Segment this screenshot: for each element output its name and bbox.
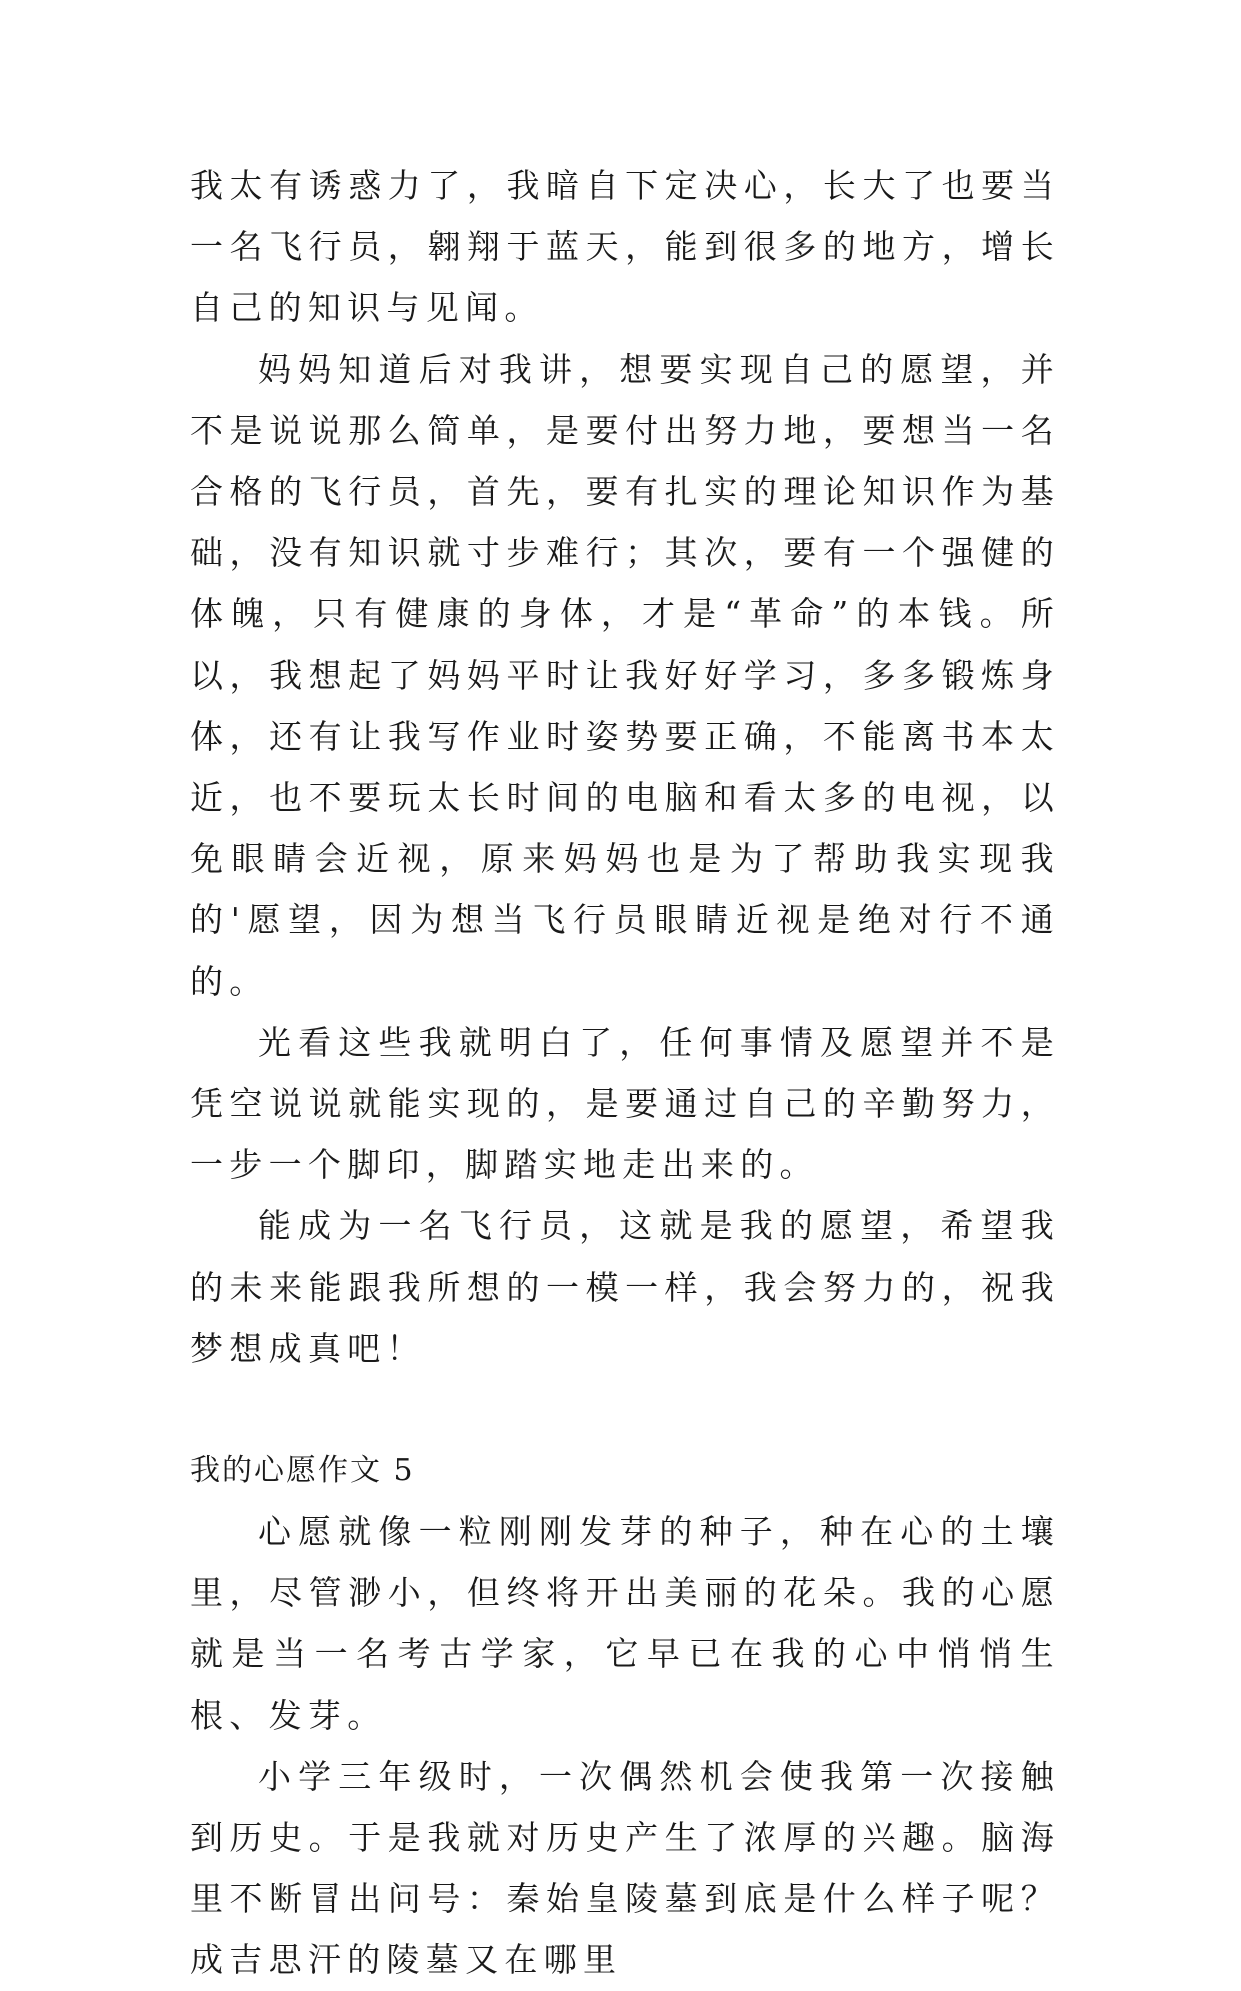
paragraph: 心愿就像一粒刚刚发芽的种子，种在心的土壤里，尽管渺小，但终将开出美丽的花朵。我的心愿就是当一名考古学家，它早已在我的心中悄悄生根、发芽。 xyxy=(190,1512,1060,1735)
section-title: 我的心愿作文 5 xyxy=(190,1453,415,1489)
document-page xyxy=(190,155,1060,1991)
paragraph: 妈妈知道后对我讲，想要实现自己的愿望，并不是说说那么简单，是要付出努力地，要想当一名合格的飞行员，首先，要有扎实的理论知识作为基础，没有知识就寸步难行；其次，要有一个强健的体魄，只有健康的身体，才是“革命”的本钱。所以，我想起了妈妈平时让我好好学习，多多锻炼身体，还有让我写作业时姿势要正确，不能离书本太近，也不要玩太长时间的电脑和看太多的电视，以免眼睛会近视，原来妈妈也是为了帮助我实现我的'愿望，因为想当飞行员眼睛近视是绝对行不通的。 xyxy=(190,349,1060,1001)
paragraph: 小学三年级时，一次偶然机会使我第一次接触到历史。于是我就对历史产生了浓厚的兴趣。脑海里不断冒出问号：秦始皇陵墓到底是什么样子呢？成吉思汗的陵墓又在哪里 xyxy=(190,1756,1060,1980)
paragraph: 能成为一名飞行员，这就是我的愿望，希望我的未来能跟我所想的一模一样，我会努力的，祝我梦想成真吧！ xyxy=(190,1206,1060,1368)
paragraph: 光看这些我就明白了，任何事情及愿望并不是凭空说说就能实现的，是要通过自己的辛勤努力，一步一个脚印，脚踏实地走出来的。 xyxy=(190,1022,1060,1185)
paragraph: 我太有诱惑力了，我暗自下定决心，长大了也要当一名飞行员，翱翔于蓝天，能到很多的地方，增长自己的知识与见闻。 xyxy=(190,166,1060,328)
